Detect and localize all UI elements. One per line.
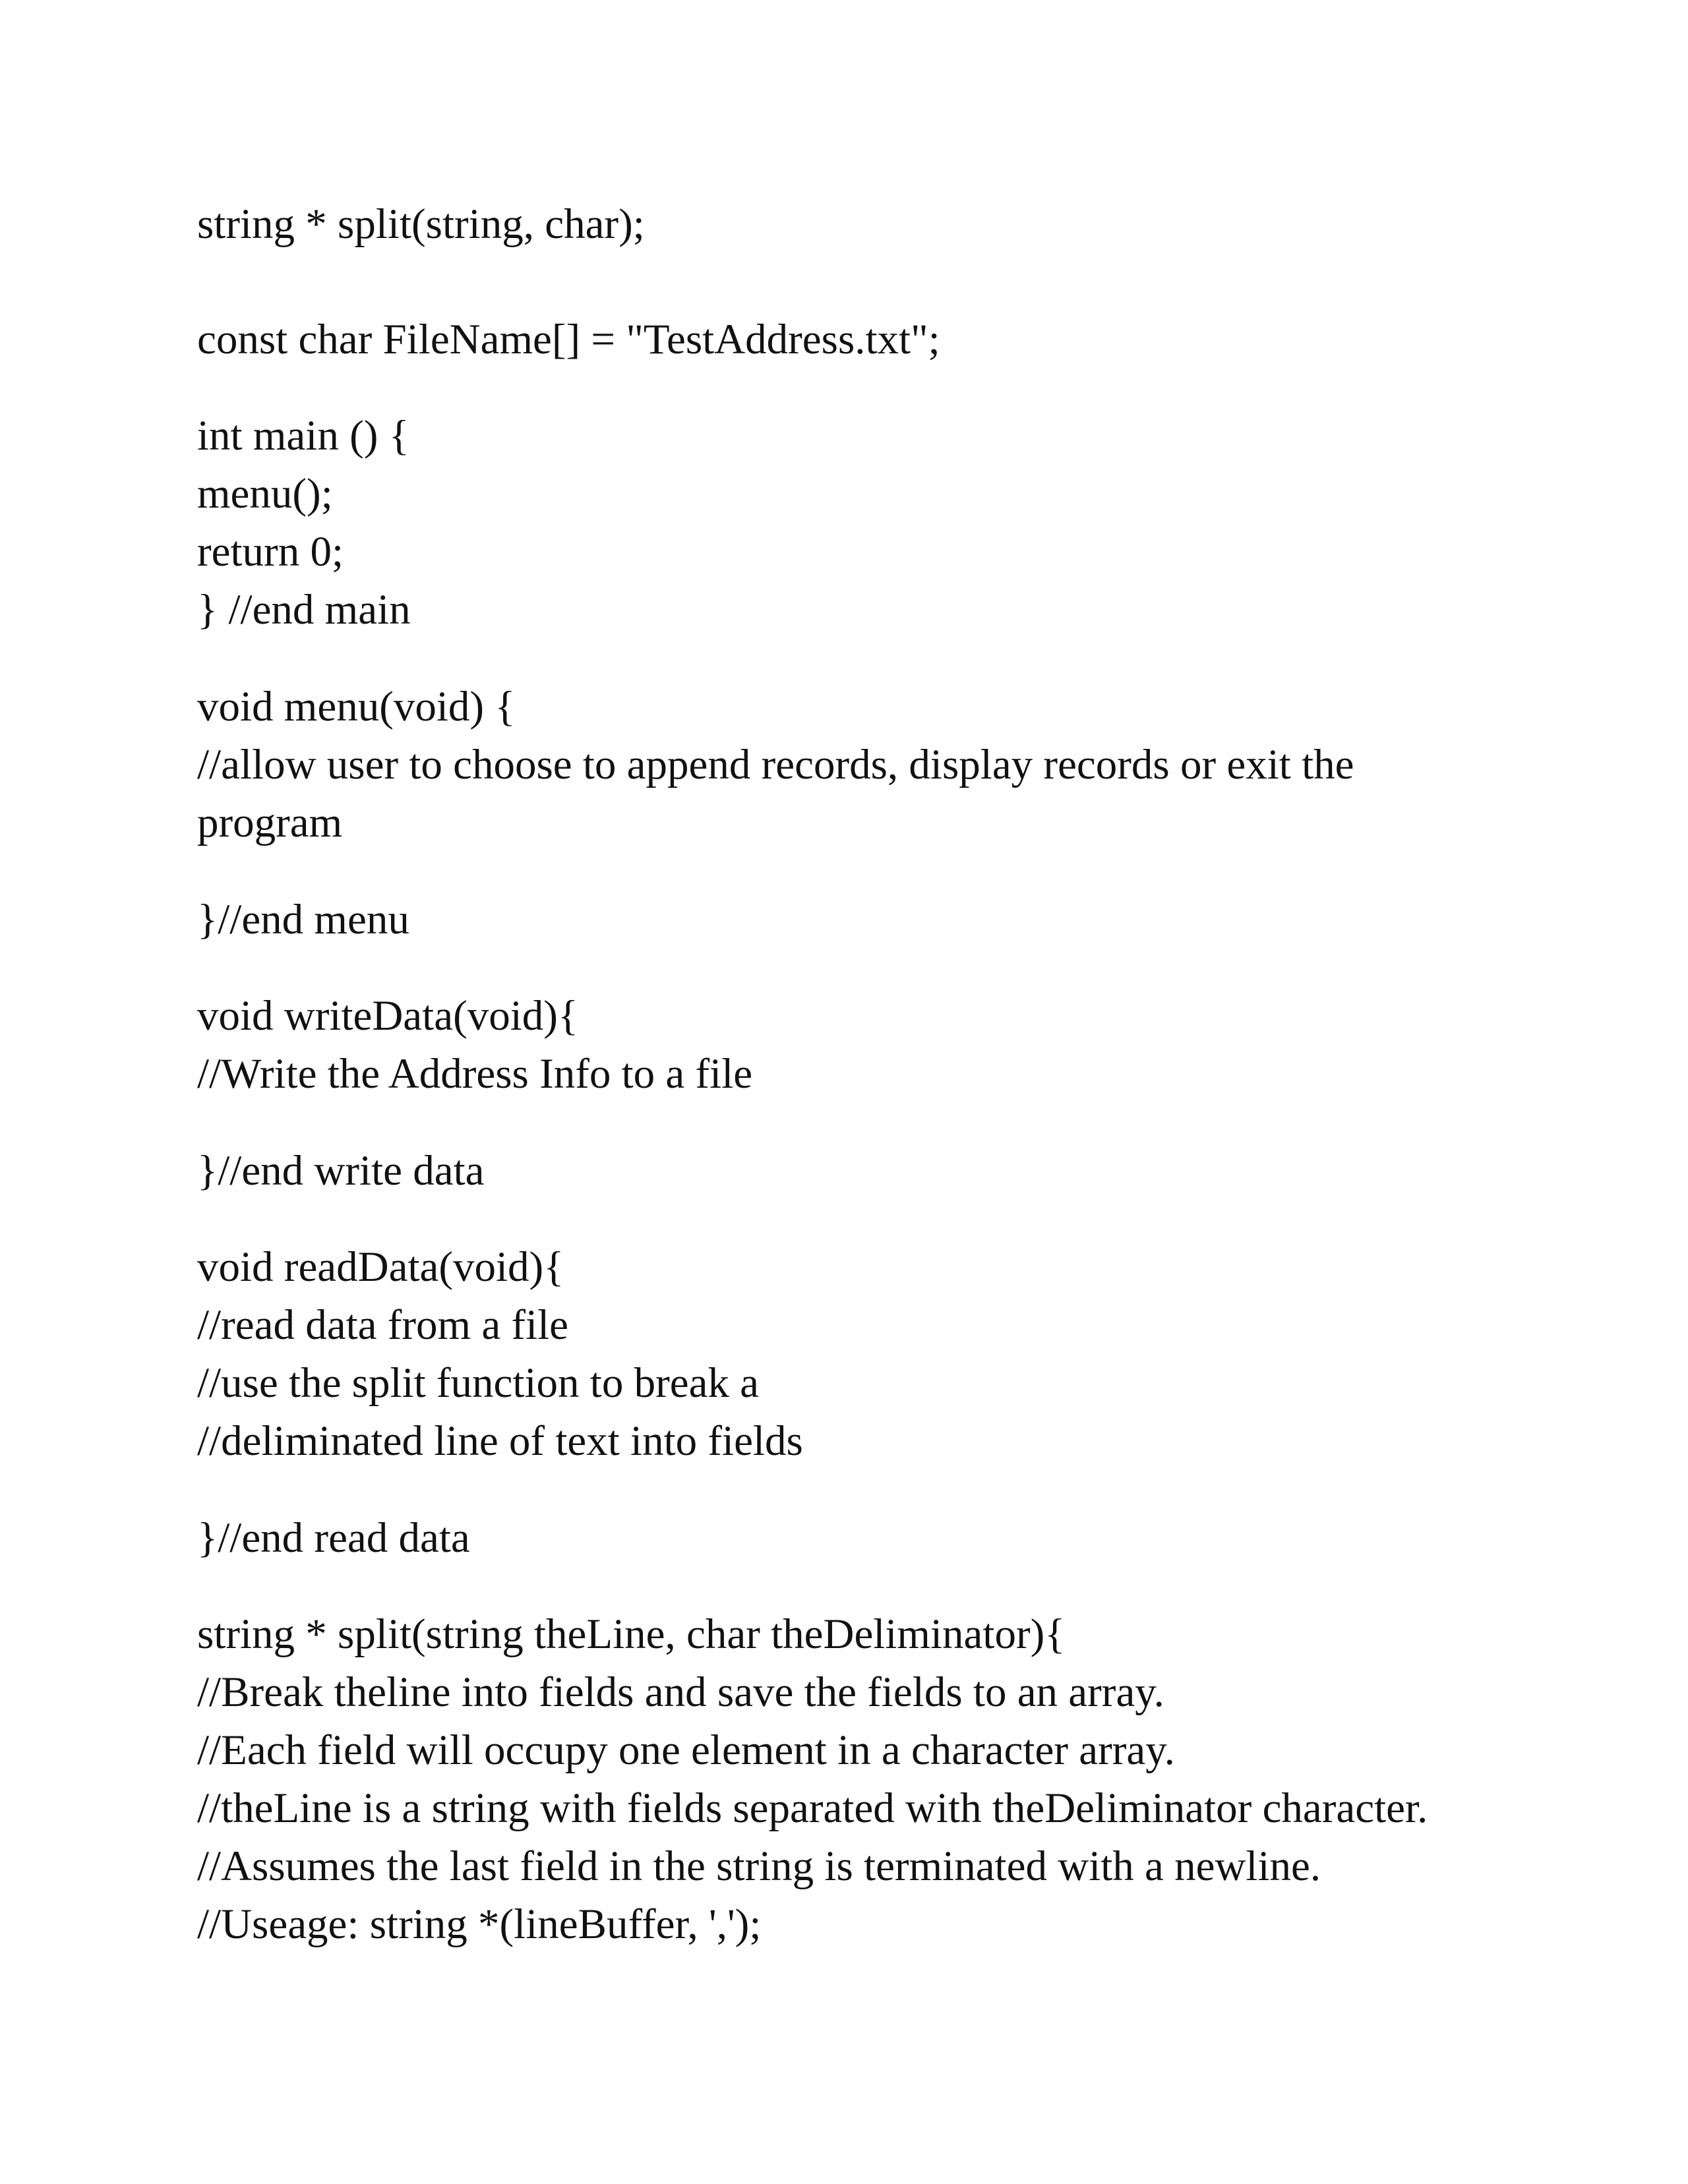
code-comment: //Break theline into fields and save the fields to an array. xyxy=(197,1668,1164,1716)
read-data-function-end xyxy=(197,1509,1582,1567)
split-function xyxy=(197,1605,1582,1953)
code-line: int main () { xyxy=(197,412,409,459)
code-line: menu(); xyxy=(197,470,333,517)
code-comment: //theLine is a string with fields separated with theDeliminator character. xyxy=(197,1785,1428,1832)
code-comment: //Assumes the last field in the string is terminated with a newline. xyxy=(197,1843,1321,1890)
code-comment: //Each field will occupy one element in a character array. xyxy=(197,1727,1175,1774)
code-line: string * split(string, char); xyxy=(197,200,645,248)
code-comment: //deliminated line of text into fields xyxy=(197,1417,803,1465)
code-comment: //Useage: string *(lineBuffer, ','); xyxy=(197,1901,762,1948)
code-line: }//end menu xyxy=(197,896,409,943)
code-comment: //allow user to choose to append records, display records or exit the program xyxy=(197,741,1354,846)
code-line: const char FileName[] = "TestAddress.txt"; xyxy=(197,316,940,363)
prototype-declaration xyxy=(197,195,1582,253)
code-comment: //use the split function to break a xyxy=(197,1359,760,1407)
code-line: }//end read data xyxy=(197,1514,470,1562)
main-function xyxy=(197,407,1582,639)
menu-function-end xyxy=(197,891,1582,949)
write-data-function-end xyxy=(197,1142,1582,1200)
code-comment: //Write the Address Info to a file xyxy=(197,1050,753,1098)
code-line: } //end main xyxy=(197,586,411,634)
code-line: string * split(string theLine, char theDeliminator){ xyxy=(197,1610,1066,1658)
read-data-function xyxy=(197,1238,1582,1470)
code-comment: //read data from a file xyxy=(197,1301,569,1349)
filename-constant xyxy=(197,310,1582,369)
code-line: void writeData(void){ xyxy=(197,992,579,1040)
code-line: return 0; xyxy=(197,528,344,576)
write-data-function xyxy=(197,987,1582,1103)
code-line: void readData(void){ xyxy=(197,1243,564,1291)
menu-function xyxy=(197,678,1582,852)
code-line: }//end write data xyxy=(197,1147,485,1195)
code-line: void menu(void) { xyxy=(197,683,516,730)
